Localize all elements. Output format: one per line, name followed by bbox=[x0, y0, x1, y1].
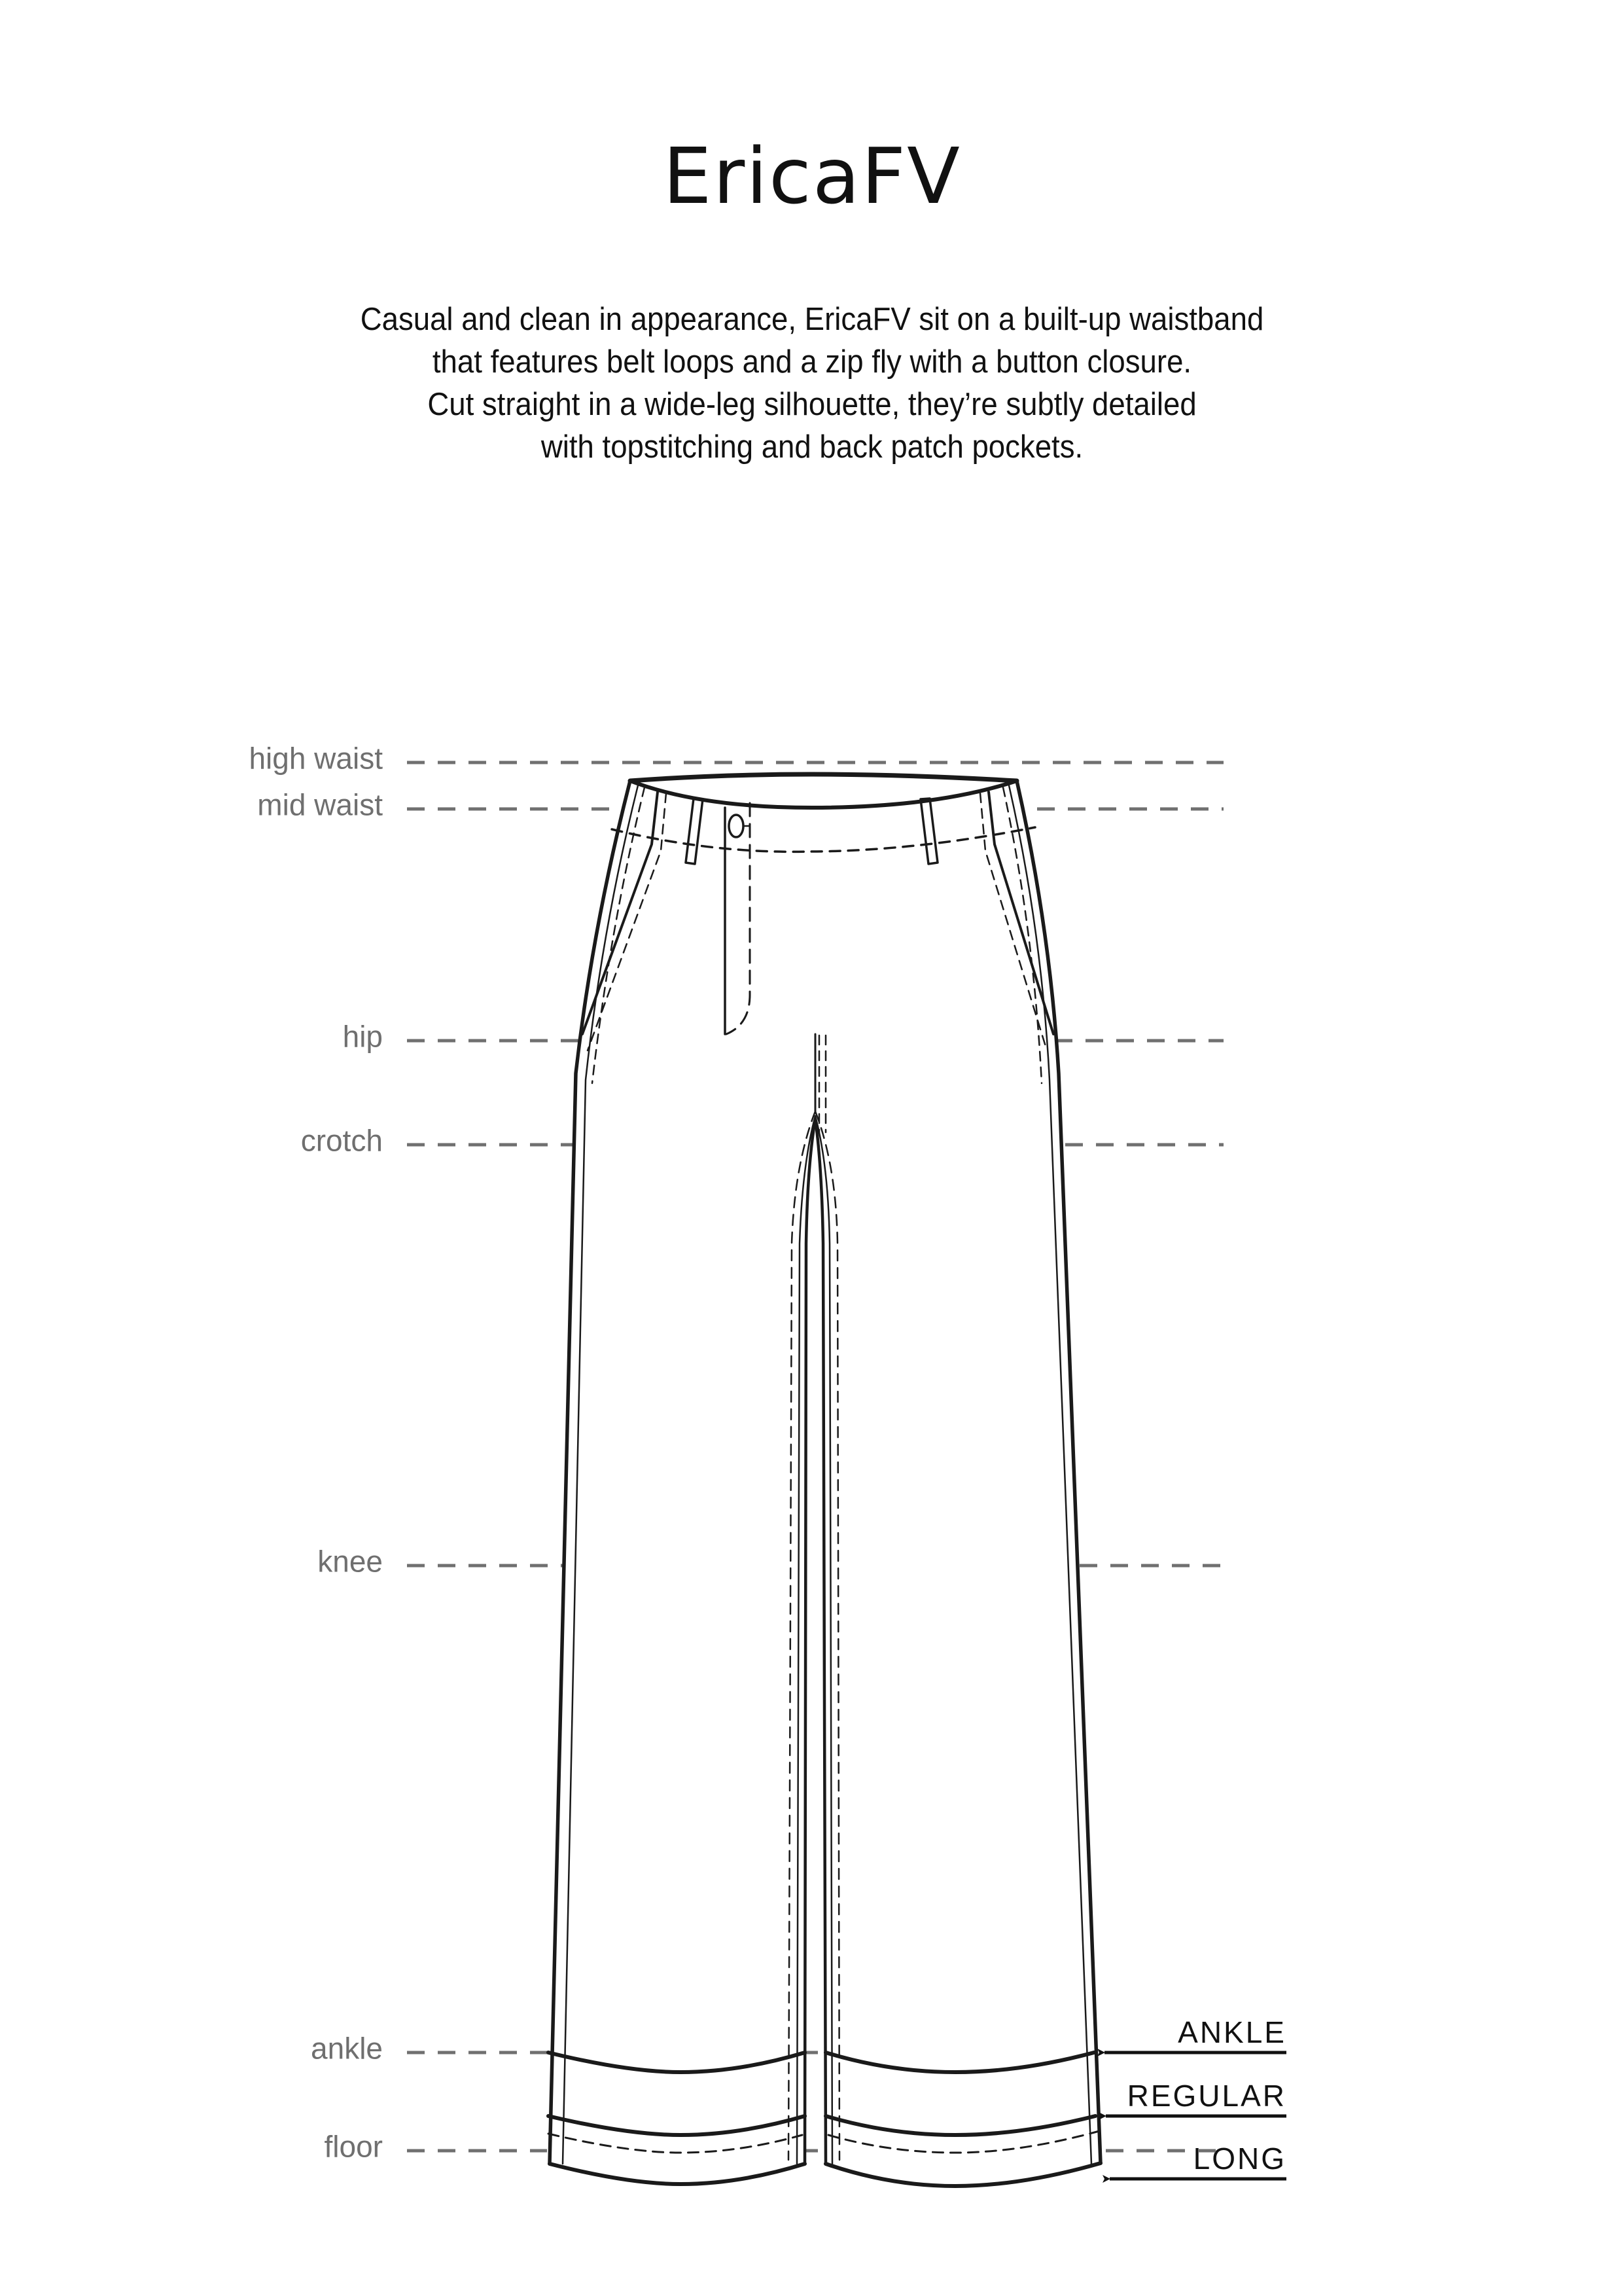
left-regular-hem bbox=[548, 2116, 805, 2135]
left-inseam bbox=[805, 1119, 815, 2164]
description-line: Casual and clean in appearance, EricaFV sit on a built-up waistband bbox=[360, 302, 1264, 337]
right-ankle-hem bbox=[826, 2053, 1094, 2072]
waist-button bbox=[729, 815, 743, 837]
left-outer-seam bbox=[550, 781, 630, 2164]
description-line: Cut straight in a wide-leg silhouette, they’re subtly detailed bbox=[427, 387, 1197, 422]
left-ankle-hem bbox=[548, 2053, 805, 2072]
right-inseam-stitch-dashed bbox=[815, 1111, 839, 2160]
left-inseam-stitch-dashed bbox=[788, 1111, 815, 2160]
waistband-stitching bbox=[612, 827, 1035, 852]
waistband-opening bbox=[630, 781, 1017, 808]
right-regular-hem bbox=[826, 2116, 1095, 2135]
belt-loop-left bbox=[686, 798, 703, 864]
description-line: that features belt loops and a zip fly with a button closure. bbox=[432, 344, 1192, 380]
left-outer-topstitch bbox=[563, 785, 638, 2164]
label-mid-waist: mid waist bbox=[257, 787, 383, 822]
description-line: with topstitching and back patch pockets. bbox=[540, 429, 1084, 465]
label-crotch: crotch bbox=[300, 1123, 383, 1158]
right-outer-seam bbox=[1017, 781, 1101, 2163]
label-knee: knee bbox=[317, 1544, 383, 1579]
left-long-hem bbox=[550, 2164, 805, 2184]
length-label-ankle: ANKLE bbox=[1178, 2015, 1286, 2049]
label-ankle: ankle bbox=[311, 2031, 383, 2066]
label-floor: floor bbox=[324, 2129, 383, 2164]
right-inseam bbox=[815, 1119, 826, 2164]
page-title: EricaFV bbox=[663, 131, 961, 221]
label-high-waist: high waist bbox=[249, 741, 383, 776]
length-label-long: LONG bbox=[1193, 2142, 1286, 2176]
belt-loop-right bbox=[921, 798, 938, 864]
length-label-regular: REGULAR bbox=[1127, 2079, 1286, 2113]
label-hip: hip bbox=[342, 1019, 383, 1054]
right-long-hem bbox=[826, 2163, 1101, 2186]
waistband-top bbox=[630, 774, 1017, 781]
